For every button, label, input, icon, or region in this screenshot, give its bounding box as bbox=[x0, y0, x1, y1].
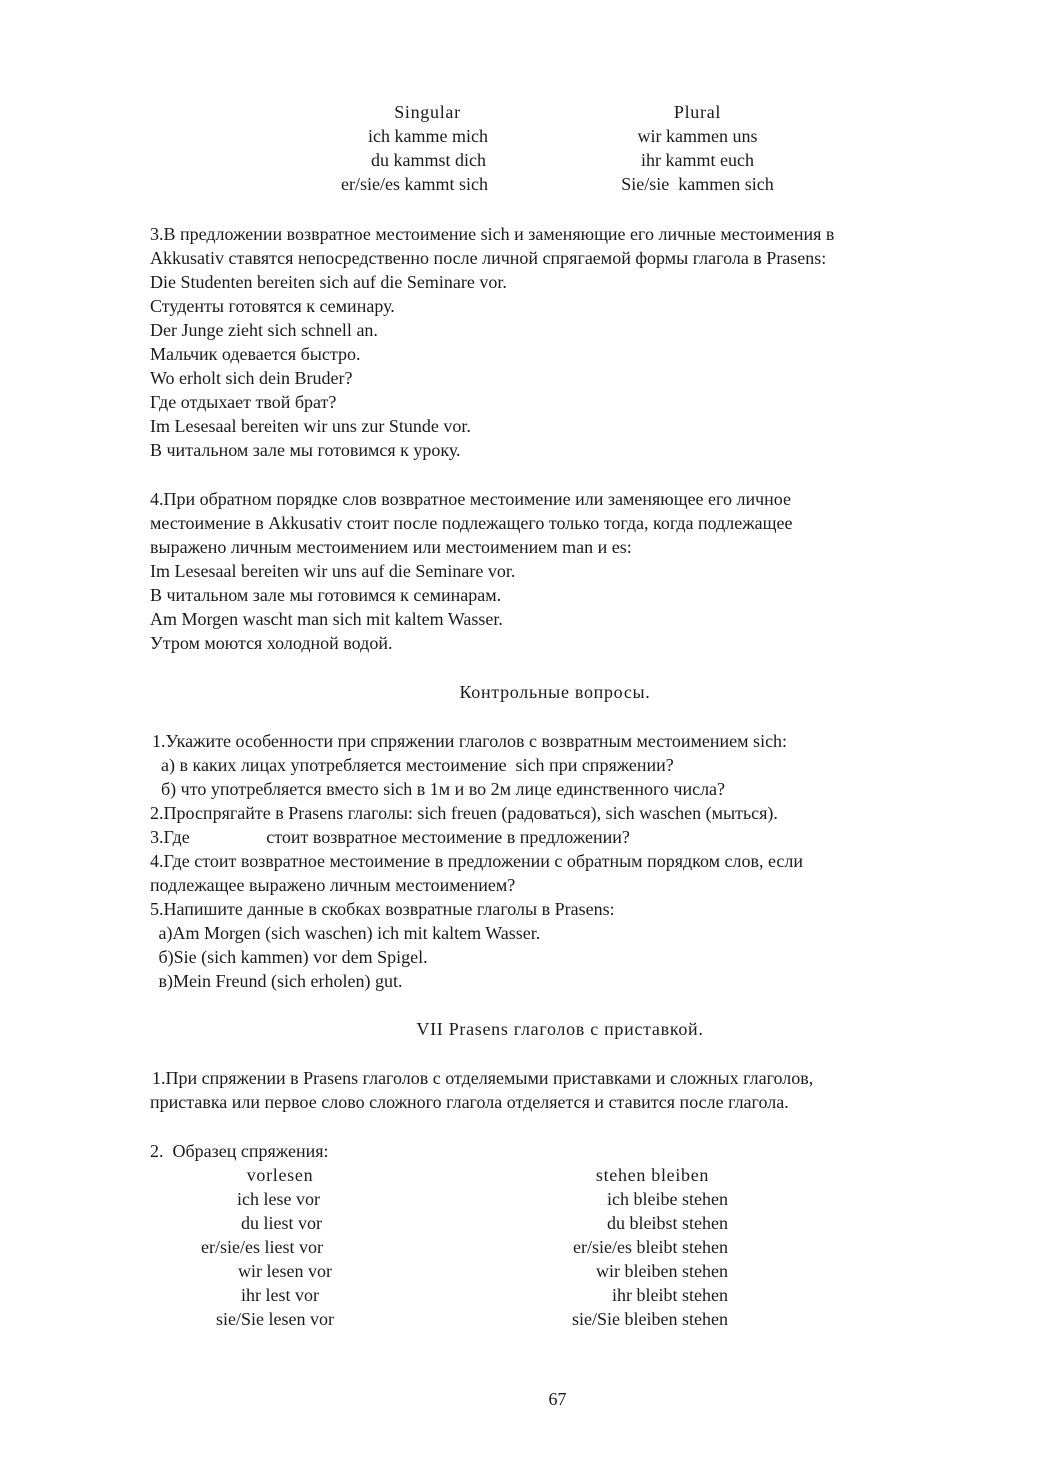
singular-row: er/sie/es kammt sich bbox=[341, 174, 488, 194]
question-line: 5.Напишите данные в скобках возвратные глаголы в Prasens: bbox=[150, 899, 615, 919]
section4-line: Am Morgen wascht man sich mit kaltem Wasser. bbox=[150, 609, 503, 629]
section3-line: Der Junge zieht sich schnell an. bbox=[150, 320, 378, 340]
conj-vorlesen-row: wir lesen vor bbox=[238, 1261, 332, 1281]
section3-line: Студенты готовятся к семинару. bbox=[150, 296, 395, 316]
section3-line: Где отдыхает твой брат? bbox=[150, 392, 337, 412]
plural-row: ihr kammt euch bbox=[641, 150, 754, 170]
conj-stehenbleiben-row: er/sie/es bleibt stehen bbox=[573, 1237, 728, 1257]
conj-vorlesen-row: ihr lest vor bbox=[241, 1285, 319, 1305]
section7-heading: VII Prasens глаголов с приставкой. bbox=[416, 1019, 704, 1039]
section3-line: Мальчик одевается быстро. bbox=[150, 344, 361, 364]
questions-heading: Контрольные вопросы. bbox=[459, 682, 651, 702]
plural-row: wir kammen uns bbox=[637, 126, 758, 146]
singular-row: du kammst dich bbox=[371, 150, 486, 170]
conj-stehenbleiben-row: ihr bleibt stehen bbox=[612, 1285, 728, 1305]
singular-header: Singular bbox=[394, 102, 461, 122]
section3-line: В читальном зале мы готовимся к уроку. bbox=[150, 440, 461, 460]
section4-line: Im Lesesaal bereiten wir uns auf die Seminare vor. bbox=[150, 561, 516, 581]
question-line: подлежащее выражено личным местоимением? bbox=[150, 875, 516, 895]
question-line: б) что употребляется вместо sich в 1м и во 2м лице единственного числа? bbox=[152, 779, 726, 799]
conj-stehenbleiben-row: du bleibst stehen bbox=[607, 1213, 728, 1233]
section4-line: выражено личным местоимением или местоимением man и es: bbox=[150, 537, 632, 557]
conj-stehenbleiben-row: ich bleibe stehen bbox=[607, 1189, 728, 1209]
conj-stehenbleiben-row: sie/Sie bleiben stehen bbox=[572, 1309, 728, 1329]
sample-label: 2. Образец спряжения: bbox=[150, 1141, 329, 1161]
section3-line: Die Studenten bereiten sich auf die Seminare vor. bbox=[150, 272, 507, 292]
section3-line: Wo erholt sich dein Bruder? bbox=[150, 368, 353, 388]
page-number: 67 bbox=[548, 1389, 567, 1409]
verb2-header: stehen bleiben bbox=[595, 1165, 710, 1185]
conj-vorlesen-row: sie/Sie lesen vor bbox=[216, 1309, 334, 1329]
conj-stehenbleiben-row: wir bleiben stehen bbox=[596, 1261, 728, 1281]
section3-line: Im Lesesaal bereiten wir uns zur Stunde vor. bbox=[150, 416, 471, 436]
question-line: 4.Где стоит возвратное местоимение в предложении с обратным порядком слов, если bbox=[150, 851, 804, 871]
conj-vorlesen-row: er/sie/es liest vor bbox=[201, 1237, 323, 1257]
plural-header: Plural bbox=[673, 102, 722, 122]
singular-row: ich kamme mich bbox=[368, 126, 488, 146]
section4-line: Утром моются холодной водой. bbox=[150, 633, 393, 653]
section4-line: В читальном зале мы готовимся к семинарам. bbox=[150, 585, 502, 605]
question-line: б)Sie (sich kammen) vor dem Spigel. bbox=[154, 947, 428, 967]
question-line: в)Mein Freund (sich erholen) gut. bbox=[154, 971, 403, 991]
conj-vorlesen-row: du liest vor bbox=[241, 1213, 322, 1233]
section3-line: 3.В предложении возвратное местоимение sich и заменяющие его личные местоимения в bbox=[150, 224, 835, 244]
question-line: 3.Где стоит возвратное местоимение в предложении? bbox=[150, 827, 630, 847]
question-line: а) в каких лицах употребляется местоимение sich при спряжении? bbox=[152, 755, 674, 775]
section4-line: местоимение в Akkusativ стоит после подлежащего только тогда, когда подлежащее bbox=[150, 513, 793, 533]
question-line: а)Am Morgen (sich waschen) ich mit kaltem Wasser. bbox=[154, 923, 541, 943]
plural-row: Sie/sie kammen sich bbox=[621, 174, 774, 194]
section3-line: Akkusativ ставятся непосредственно после личной спрягаемой формы глагола в Prasens: bbox=[150, 248, 827, 268]
section7-line: приставка или первое слово сложного глагола отделяется и ставится после глагола. bbox=[150, 1092, 789, 1112]
question-line: 2.Проспрягайте в Prasens глаголы: sich freuen (радоваться), sich waschen (мыться). bbox=[150, 803, 778, 823]
question-line: 1.Укажите особенности при спряжении глаголов с возвратным местоимением sich: bbox=[152, 731, 788, 751]
verb1-header: vorlesen bbox=[246, 1165, 314, 1185]
conj-vorlesen-row: ich lese vor bbox=[237, 1189, 320, 1209]
section4-line: 4.При обратном порядке слов возвратное местоимение или заменяющее его личное bbox=[150, 489, 791, 509]
section7-line: 1.При спряжении в Prasens глаголов с отделяемыми приставками и сложных глаголов, bbox=[152, 1068, 814, 1088]
